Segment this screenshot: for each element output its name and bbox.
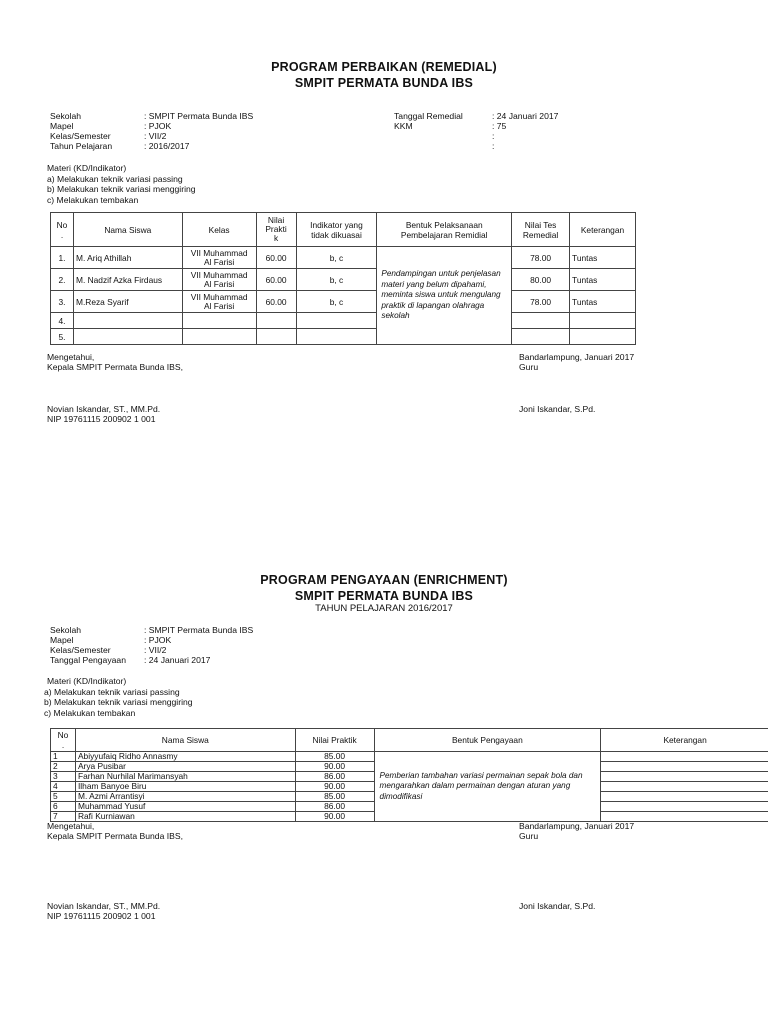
materi-item: c) Melakukan tembakan [44, 707, 136, 718]
header-text: Bentuk Pelaksanaan [405, 219, 483, 230]
signer-nip: NIP 19761115 200902 1 001 [47, 911, 156, 921]
cell-text: VII Muhammad [190, 247, 248, 258]
remedial-signer-right [519, 404, 595, 414]
cell-ket: Tuntas [570, 247, 636, 269]
info-label: Mapel [50, 635, 74, 645]
cell-text: Al Farisi [204, 300, 235, 311]
sign-text: Bandarlampung, Januari 2017 [519, 821, 635, 831]
cell-no: 1 [51, 752, 76, 762]
cell-text: Al Farisi [204, 256, 235, 267]
cell-indikator [296, 313, 377, 329]
remedial-info-left [50, 111, 350, 153]
header-text: Pembelajaran Remidial [400, 229, 488, 240]
table-row [51, 247, 636, 269]
info-label: Sekolah [50, 625, 82, 635]
materi-item: a) Melakukan teknik variasi passing [44, 686, 180, 697]
cell-text: VII Muhammad [190, 291, 248, 302]
header-text: No [56, 219, 68, 230]
cell-ket [601, 812, 768, 822]
cell-nama: M. Ariq Athillah [73, 247, 182, 269]
cell-tes: 78.00 [512, 247, 570, 269]
cell-no: 5. [51, 329, 74, 345]
sign-text: Kepala SMPIT Permata Bunda IBS, [47, 831, 183, 841]
sign-text: Mengetahui, [47, 352, 95, 362]
cell-ket [601, 772, 768, 782]
cell-nama: Farhan Nurhilal Marimansyah [75, 772, 295, 782]
table-row [51, 313, 636, 329]
header-bentuk: Bentuk Pengayaan [374, 729, 601, 752]
remedial-materi [47, 163, 196, 205]
header-ket: Keterangan [601, 729, 768, 752]
table-row [51, 329, 636, 345]
cell-ket: Tuntas [570, 291, 636, 313]
info-label: Tanggal Remedial [394, 111, 463, 121]
enrichment-sign-left [47, 821, 183, 841]
header-bentuk [377, 213, 512, 247]
materi-item: c) Melakukan tembakan [47, 194, 139, 205]
cell-no: 7 [51, 812, 76, 822]
cell-ket [601, 782, 768, 792]
cell-no: 2 [51, 762, 76, 772]
cell-no: 3. [51, 291, 74, 313]
table-row [51, 752, 768, 762]
info-label: Tahun Pelajaran [50, 141, 113, 151]
enrichment-signer-left [47, 901, 160, 921]
cell-indikator: b, c [296, 291, 377, 313]
materi-heading: Materi (KD/Indikator) [47, 163, 127, 173]
cell-nama: M.Reza Syarif [73, 291, 182, 313]
cell-tes [512, 329, 570, 345]
remedial-title: PROGRAM PERBAIKAN (REMEDIAL) [271, 60, 497, 74]
info-label: Kelas/Semester [50, 645, 111, 655]
header-nilai [256, 213, 296, 247]
cell-nama [73, 329, 182, 345]
cell-nilai [256, 313, 296, 329]
remedial-table [50, 212, 636, 345]
cell-nama: Rafi Kurniawan [75, 812, 295, 822]
cell-kelas [182, 313, 256, 329]
cell-no: 3 [51, 772, 76, 782]
info-value: : VII/2 [144, 645, 167, 655]
enrichment-table [50, 728, 768, 822]
enrichment-school-title: SMPIT PERMATA BUNDA IBS [294, 589, 474, 603]
table-row [51, 291, 636, 313]
sign-text: Bandarlampung, Januari 2017 [519, 352, 635, 362]
cell-nilai [256, 329, 296, 345]
cell-nilai: 60.00 [256, 291, 296, 313]
cell-no: 6 [51, 802, 76, 812]
materi-heading: Materi (KD/Indikator) [47, 676, 127, 686]
cell-nama: Abiyyufaiq Ridho Annasmy [75, 752, 295, 762]
table-row [51, 269, 636, 291]
cell-nilai: 90.00 [295, 812, 374, 822]
cell-no: 1. [51, 247, 74, 269]
header-text: Indikator yang [310, 219, 363, 230]
signer-name: Novian Iskandar, ST., MM.Pd. [47, 404, 161, 414]
materi-item: b) Melakukan teknik variasi menggiring [47, 184, 196, 194]
header-text: Nilai [267, 215, 285, 225]
cell-kelas [182, 247, 256, 269]
header-tes [512, 213, 570, 247]
cell-text: Al Farisi [204, 278, 235, 289]
info-label: Sekolah [50, 111, 82, 121]
header-text: . [60, 229, 64, 240]
cell-kelas [182, 269, 256, 291]
header-text: tidak dikuasai [311, 229, 362, 240]
info-label: Kelas/Semester [50, 131, 111, 141]
info-value: : [492, 131, 495, 141]
header-text: k [273, 233, 279, 243]
cell-nama: Arya Pusibar [75, 762, 295, 772]
enrichment-subtitle: TAHUN PELAJARAN 2016/2017 [315, 603, 453, 614]
cell-no: 2. [51, 269, 74, 291]
header-nama: Nama Siswa [75, 729, 295, 752]
info-value: : 24 Januari 2017 [492, 111, 559, 121]
cell-ket [601, 752, 768, 762]
signer-name: Joni Iskandar, S.Pd. [519, 901, 596, 911]
sign-text: Kepala SMPIT Permata Bunda IBS, [47, 362, 183, 372]
header-no [51, 729, 76, 752]
header-ket: Keterangan [570, 213, 636, 247]
info-value: : VII/2 [144, 131, 167, 141]
info-value: : 75 [492, 121, 507, 131]
cell-kelas [182, 329, 256, 345]
cell-no: 5 [51, 792, 76, 802]
enrichment-title: PROGRAM PENGAYAAN (ENRICHMENT) [260, 573, 508, 587]
enrichment-materi [44, 676, 193, 718]
cell-tes: 80.00 [512, 269, 570, 291]
sign-text: Guru [519, 831, 539, 841]
cell-nilai: 90.00 [295, 762, 374, 772]
cell-nilai: 60.00 [256, 269, 296, 291]
header-text: Prakti [265, 224, 287, 234]
header-kelas: Kelas [182, 213, 256, 247]
table-header-row [51, 213, 636, 247]
cell-text: VII Muhammad [190, 269, 248, 280]
remedial-info-right [394, 111, 634, 153]
cell-nama: Ilham Banyoe Biru [75, 782, 295, 792]
table-header-row [51, 729, 768, 752]
cell-nilai: 85.00 [295, 792, 374, 802]
header-text: No [57, 730, 69, 740]
cell-nilai: 86.00 [295, 772, 374, 782]
info-value: : [492, 141, 495, 151]
enrichment-info [50, 625, 350, 667]
cell-nilai: 85.00 [295, 752, 374, 762]
info-label: KKM [394, 121, 413, 131]
cell-nama [73, 313, 182, 329]
cell-nama: M. Azmi Arrantisyi [75, 792, 295, 802]
info-value: : PJOK [144, 121, 172, 131]
info-value: : SMPIT Permata Bunda IBS [144, 625, 254, 635]
info-value: : PJOK [144, 635, 172, 645]
cell-indikator: b, c [296, 247, 377, 269]
header-text: Nilai Tes [524, 219, 557, 230]
remedial-sign-left [47, 352, 183, 372]
info-label: Tanggal Pengayaan [50, 655, 126, 665]
enrichment-sign-right [519, 821, 634, 841]
info-value: : 24 Januari 2017 [144, 655, 211, 665]
cell-nama: M. Nadzif Azka Firdaus [73, 269, 182, 291]
cell-ket [570, 329, 636, 345]
sign-text: Guru [519, 362, 539, 372]
cell-ket [570, 313, 636, 329]
remedial-sign-right [519, 352, 634, 372]
cell-tes: 78.00 [512, 291, 570, 313]
signer-name: Joni Iskandar, S.Pd. [519, 404, 596, 414]
sign-text: Mengetahui, [47, 821, 95, 831]
cell-bentuk: Pendampingan untuk penjelasan materi yang belum dipahami, meminta siswa untuk mengulang praktik di lapangan olahraga sekolah [377, 247, 512, 345]
cell-nilai: 60.00 [256, 247, 296, 269]
enrichment-signer-right [519, 901, 595, 911]
cell-indikator: b, c [296, 269, 377, 291]
info-value: : 2016/2017 [144, 141, 190, 151]
cell-no: 4. [51, 313, 74, 329]
materi-item: b) Melakukan teknik variasi menggiring [44, 697, 193, 707]
cell-ket [601, 762, 768, 772]
cell-ket: Tuntas [570, 269, 636, 291]
remedial-school-title: SMPIT PERMATA BUNDA IBS [294, 76, 474, 90]
header-nilai: Nilai Praktik [295, 729, 374, 752]
signer-name: Novian Iskandar, ST., MM.Pd. [47, 901, 161, 911]
info-label: Mapel [50, 121, 74, 131]
materi-item: a) Melakukan teknik variasi passing [47, 173, 183, 184]
cell-nama: Muhammad Yusuf [75, 802, 295, 812]
header-no [51, 213, 74, 247]
cell-nilai: 90.00 [295, 782, 374, 792]
header-nama: Nama Siswa [73, 213, 182, 247]
signer-nip: NIP 19761115 200902 1 001 [47, 414, 156, 424]
header-text: . [61, 740, 65, 750]
cell-tes [512, 313, 570, 329]
remedial-signer-left [47, 404, 160, 424]
header-text: Remedial [522, 229, 559, 240]
cell-kelas [182, 291, 256, 313]
cell-ket [601, 792, 768, 802]
header-indikator [296, 213, 377, 247]
cell-nilai: 86.00 [295, 802, 374, 812]
cell-no: 4 [51, 782, 76, 792]
info-value: : SMPIT Permata Bunda IBS [144, 111, 254, 121]
cell-indikator [296, 329, 377, 345]
cell-bentuk: Pemberian tambahan variasi permainan sepak bola dan mengarahkan dalam permainan dengan aturan yang dimodifikasi [374, 752, 601, 822]
cell-ket [601, 802, 768, 812]
